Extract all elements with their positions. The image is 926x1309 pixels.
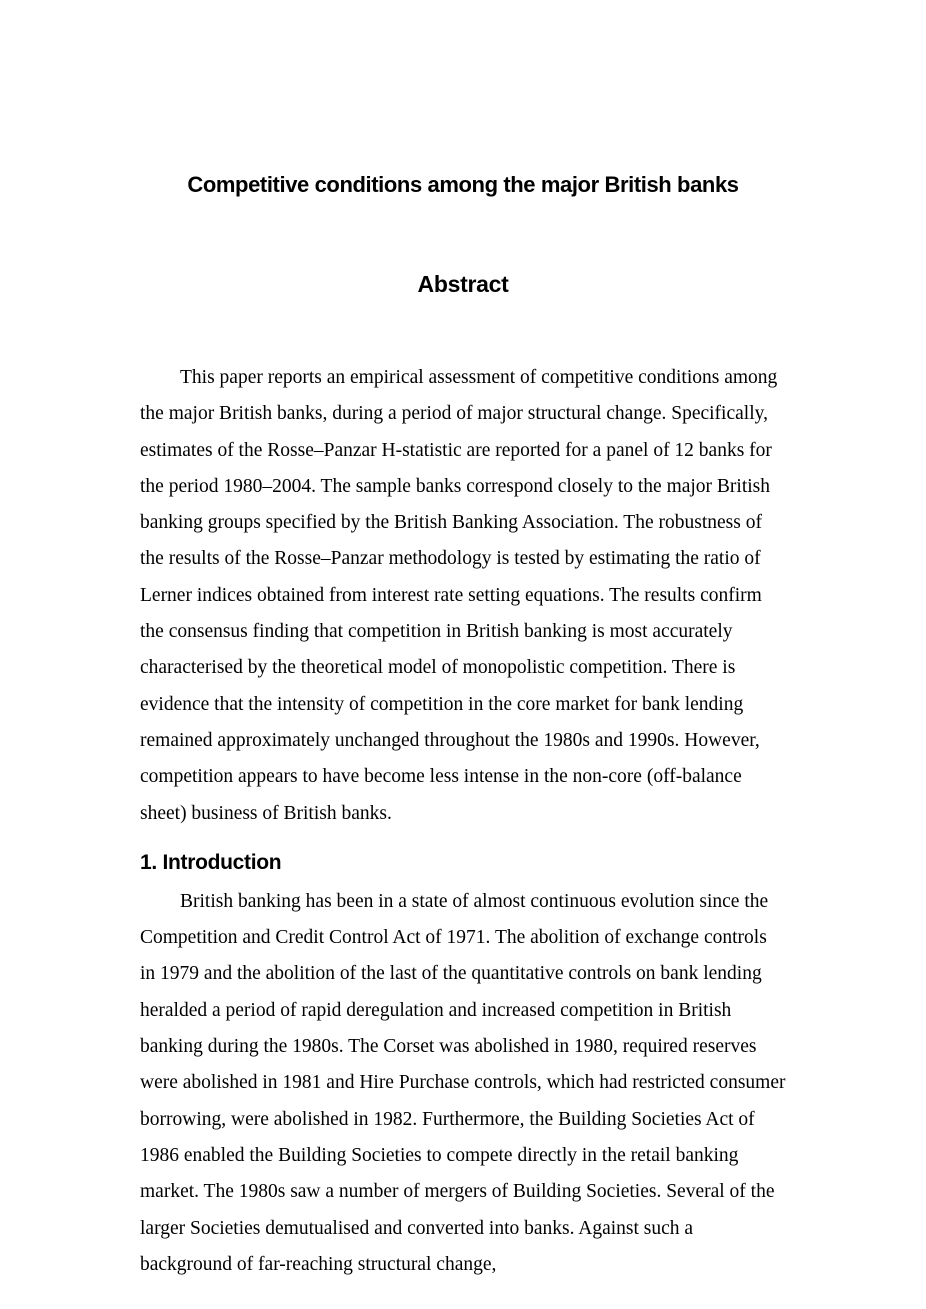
abstract-heading: Abstract xyxy=(417,271,509,297)
paper-title: Competitive conditions among the major British banks xyxy=(187,172,739,197)
introduction-heading: 1. Introduction xyxy=(140,850,282,874)
abstract-paragraph: This paper reports an empirical assessment of competitive conditions among the major British banks, during a period of major structural change. Specifically, estimates of the Rosse–Panzar H-statistic are reported for a panel of 12 banks for the period 1980–2004. The sample banks correspond closely to the major British banking groups specified by the British Banking Association. The robustness of the results of the Rosse–Panzar methodology is tested by estimating the ratio of Lerner indices obtained from interest rate setting equations. The results confirm the consensus finding that competition in British banking is most accurately characterised by the theoretical model of monopolistic competition. There is evidence that the intensity of competition in the core market for bank lending remained approximately unchanged throughout the 1980s and 1990s. However, competition appears to have become less intense in the non-core (off-balance sheet) business of British banks. xyxy=(140,367,778,824)
introduction-paragraph: British banking has been in a state of almost continuous evolution since the Competition and Credit Control Act of 1971. The abolition of exchange controls in 1979 and the abolition of the last of the quantitative controls on bank lending heralded a period of rapid deregulation and increased competition in British banking during the 1980s. The Corset was abolished in 1980, required reserves were abolished in 1981 and Hire Purchase controls, which had restricted consumer borrowing, were abolished in 1982. Furthermore, the Building Societies Act of 1986 enabled the Building Societies to compete directly in the retail banking market. The 1980s saw a number of mergers of Building Societies. Several of the larger Societies demutualised and converted into banks. Against such a background of far-reaching structural change, xyxy=(140,890,786,1275)
